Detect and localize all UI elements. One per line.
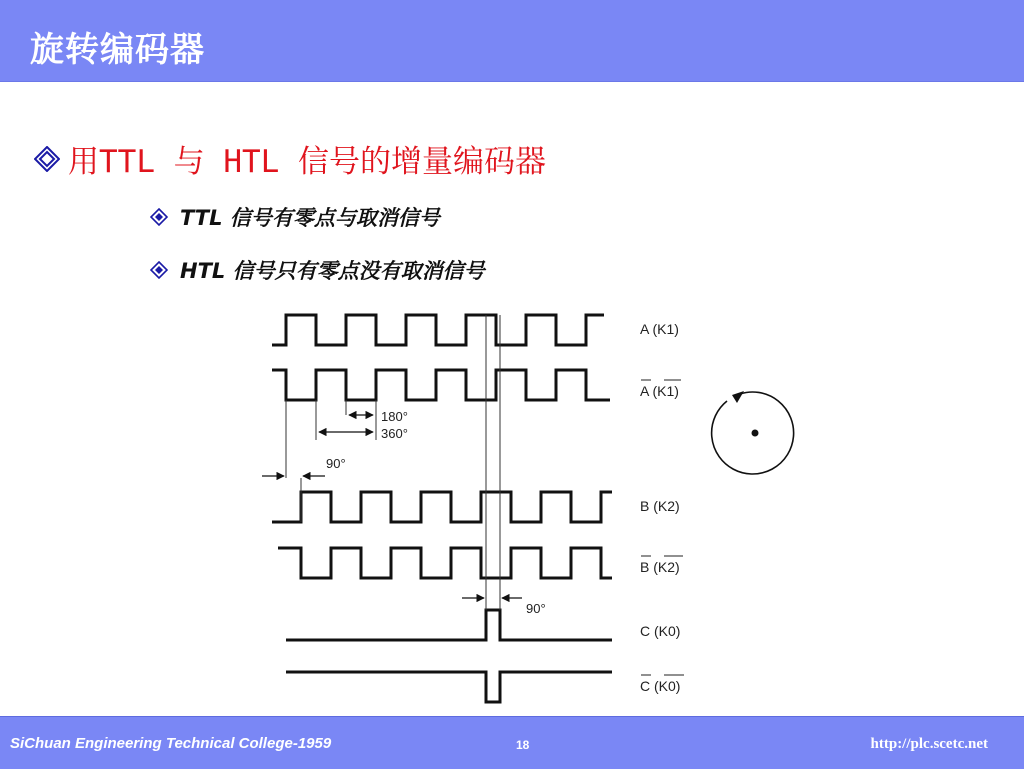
waveform-b	[272, 492, 612, 522]
sub-bullet-text: HTL 信号只有零点没有取消信号	[180, 259, 485, 283]
signal-label-a: A (K1)	[640, 321, 679, 337]
waveform-c	[286, 610, 612, 640]
rotation-arrow-icon	[712, 391, 794, 474]
signal-label-b: B (K2)	[640, 498, 680, 514]
signal-label-c-inverted: C (K0)	[640, 678, 681, 694]
diamond-bullet-icon	[150, 208, 168, 226]
footer-bar	[0, 716, 1024, 769]
label-90-deg-left: 90°	[326, 456, 346, 471]
waveform-c-inverted	[286, 672, 612, 702]
signal-label-b-inverted: B (K2)	[640, 559, 680, 575]
waveform-a-inverted	[272, 370, 610, 400]
main-bullet-text: 用TTL 与 HTL 信号的增量编码器	[68, 144, 546, 180]
encoder-timing-diagram	[240, 300, 820, 710]
label-180-deg: 180°	[381, 409, 408, 424]
main-bullet	[34, 136, 546, 181]
slide-title: 旋转编码器	[30, 30, 205, 70]
diamond-bullet-icon	[34, 146, 60, 172]
title-bar	[0, 0, 1024, 82]
signal-label-c: C (K0)	[640, 623, 681, 639]
footer-url: http://plc.scetc.net	[870, 736, 988, 752]
signal-label-a-inverted: A (K1)	[640, 383, 679, 399]
sub-bullet-text: TTL 信号有零点与取消信号	[180, 206, 440, 230]
waveform-a	[272, 315, 604, 345]
label-90-deg-bottom: 90°	[526, 601, 546, 616]
sub-bullet	[150, 202, 440, 232]
sub-bullet	[150, 255, 485, 285]
diamond-bullet-icon	[150, 261, 168, 279]
label-360-deg: 360°	[381, 426, 408, 441]
page-number: 18	[516, 738, 530, 752]
footer-college: SiChuan Engineering Technical College-1959	[10, 735, 332, 752]
waveform-b-inverted	[278, 548, 612, 578]
